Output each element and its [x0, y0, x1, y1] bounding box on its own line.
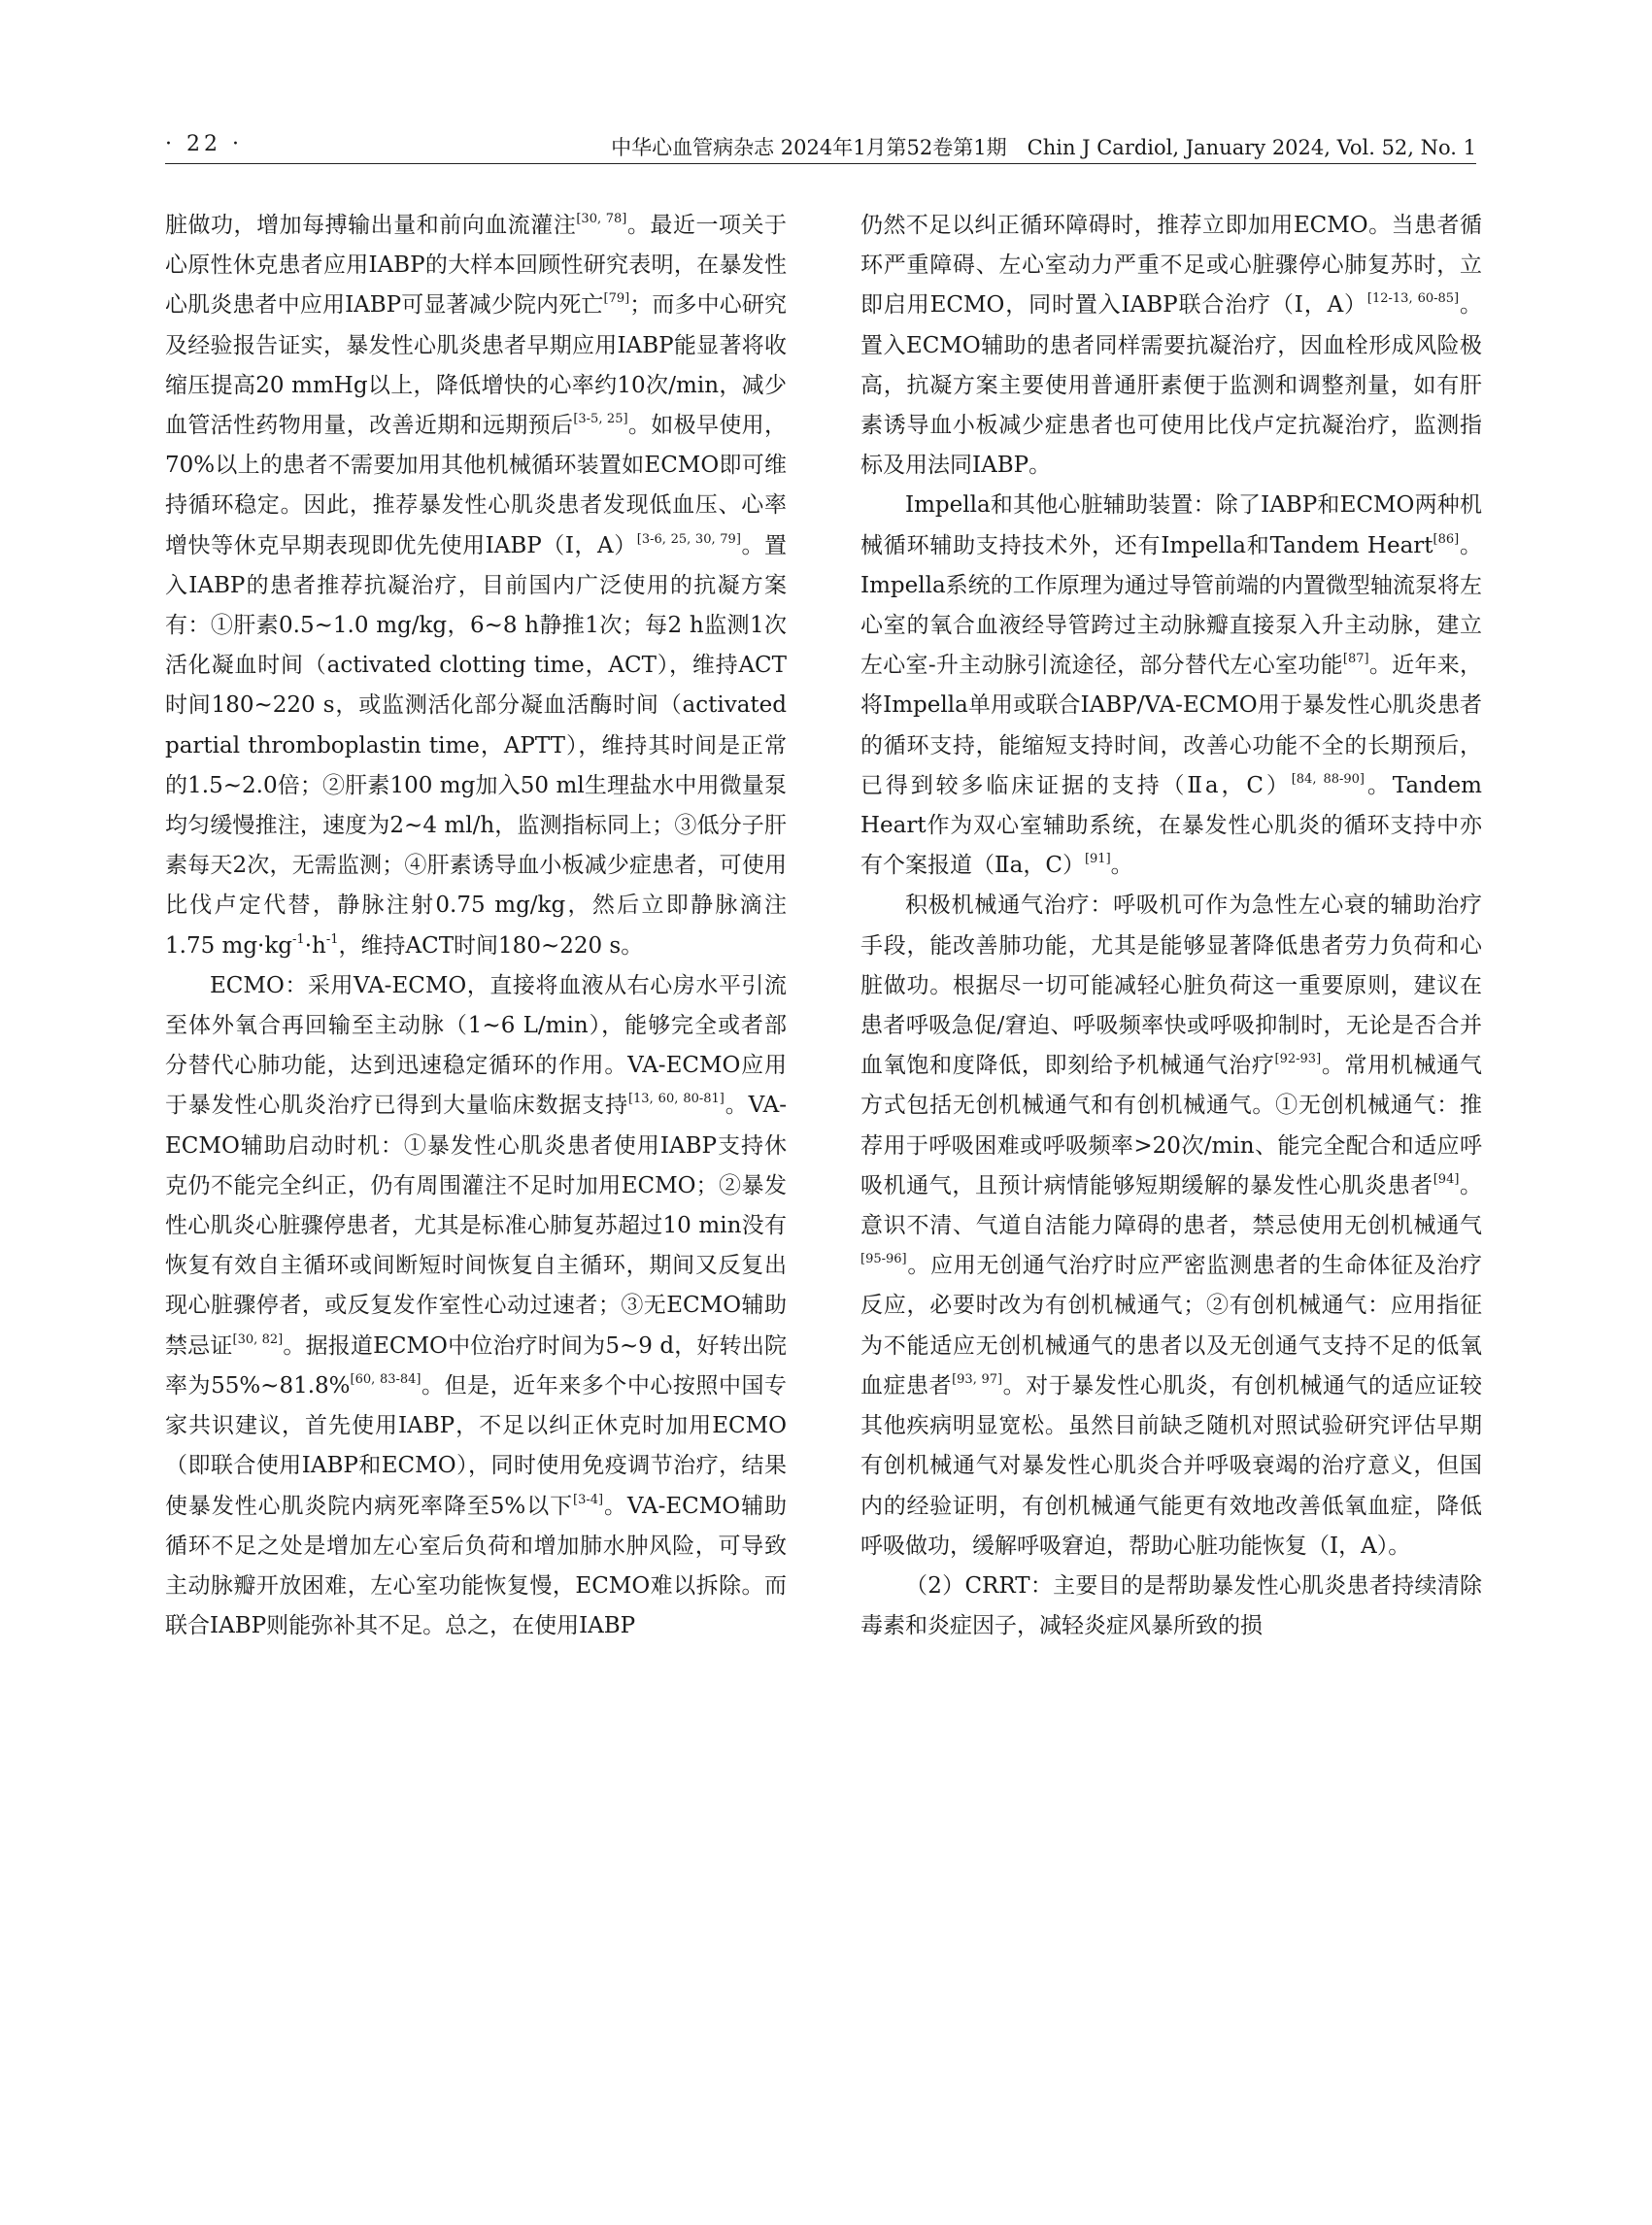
text-run: 。置入ECMO辅助的患者同样需要抗凝治疗，因血栓形成风险极高，抗凝方案主要使用普通肝素便于监测和调整剂量，如有肝素诱导血小板减少症患者也可使用比伐卢定抗凝治疗，监测指标及用法同IABP。 — [860, 292, 1483, 479]
citation-ref: [3-6, 25, 30, 79] — [636, 531, 741, 547]
citation-ref: [91] — [1084, 852, 1111, 867]
body-paragraph — [860, 486, 1482, 886]
citation-ref: [86] — [1433, 531, 1460, 547]
body-paragraph — [860, 1567, 1482, 1646]
citation-ref: [87] — [1342, 652, 1369, 667]
text-run: 。但是，近年来多个中心按照中国专家共识建议，首先使用IABP，不足以纠正休克时加用ECMO（即联合使用IABP和ECMO），同时使用免疫调节治疗，结果使暴发性心肌炎院内病死率降至5%以下 — [165, 1372, 787, 1519]
citation-ref: -1 — [325, 931, 339, 947]
running-header — [165, 126, 1476, 165]
text-run: 。最近一项关于心原性休克患者应用IABP的大样本回顾性研究表明，在暴发性心肌炎患者中应用IABP可显著减少院内死亡 — [165, 213, 788, 319]
citation-ref: [12-13, 60-85] — [1366, 291, 1460, 307]
citation-ref: -1 — [292, 931, 305, 947]
right-column — [860, 206, 1482, 1646]
citation-ref: [79] — [603, 291, 630, 307]
text-run: Impella和其他心脏辅助装置：除了IABP和ECMO两种机械循环辅助支持技术外，还有Impella和Tandem Heart — [860, 492, 1482, 558]
text-run: 。 — [1110, 853, 1133, 879]
text-run: ECMO：采用VA-ECMO，直接将血液从右心房水平引流至体外氧合再回输至主动脉（1~6 L/min），能够完全或者部分替代心肺功能，达到迅速稳定循环的作用。VA-ECMO应用于暴发性心肌炎治疗已得到大量临床数据支持 — [165, 972, 787, 1119]
text-run: ；而多中心研究及经验报告证实，暴发性心肌炎患者早期应用IABP能显著将收缩压提高20 mmHg以上，降低增快的心率约10次/min，减少血管活性药物用量，改善近期和远期预后 — [165, 292, 787, 439]
citation-ref: [84, 88-90] — [1291, 771, 1365, 787]
text-run: 。VA-ECMO辅助启动时机：①暴发性心肌炎患者使用IABP支持休克仍不能完全纠正，仍有周围灌注不足时加用ECMO；②暴发性心肌炎心脏骤停患者，尤其是标准心肺复苏超过10 min没有恢复有效自主循环或间断短时间恢复自主循环，期间又反复出现心脏骤停者，或反复发作室性心动过速者；③无ECMO辅助禁忌证 — [165, 1093, 788, 1359]
text-run: 。近年来，将Impella单用或联合IABP/VA-ECMO用于暴发性心肌炎患者的循环支持，能缩短支持时间，改善心功能不全的长期预后，已得到较多临床证据的支持（Ⅱa，C） — [860, 653, 1483, 798]
text-run: 。如极早使用，70%以上的患者不需要加用其他机械循环装置如ECMO即可维持循环稳定。因此，推荐暴发性心肌炎患者发现低血压、心率增快等休克早期表现即优先使用IABP（Ⅰ，A） — [165, 413, 788, 558]
body-paragraph — [860, 206, 1482, 486]
text-run: （2）CRRT：主要目的是帮助暴发性心肌炎患者持续清除毒素和炎症因子，减轻炎症风暴所致的损 — [860, 1572, 1482, 1639]
text-run: 。应用无创通气治疗时应严密监测患者的生命体征及治疗反应，必要时改为有创机械通气；②有创机械通气：应用指征为不能适应无创机械通气的患者以及无创通气支持不足的低氧血症患者 — [860, 1253, 1482, 1399]
text-run: 。意识不清、气道自洁能力障碍的患者，禁忌使用无创机械通气 — [860, 1172, 1483, 1239]
header-rule — [165, 163, 1476, 164]
citation-ref: [30, 78] — [576, 212, 627, 226]
body-paragraph — [860, 886, 1482, 1566]
left-column — [165, 206, 787, 1646]
text-run: 。置入IABP的患者推荐抗凝治疗，目前国内广泛使用的抗凝方案有：①肝素0.5~1.0 mg/kg，6~8 h静推1次；每2 h监测1次活化凝血时间（activated clotting time，ACT），维持ACT时间180~220 s，或监测活化部分凝血活酶时间（activated partial thromboplastin time，APTT），维持其时间是正常的1.5~2.0倍；②肝素100 mg加入50 ml生理盐水中用微量泵均匀缓慢推注，速度为2~4 ml/h，监测指标同上；③低分子肝素每天2次，无需监测；④肝素诱导血小板减少症患者，可使用比伐卢定代替，静脉注射0.75 mg/kg，然后立即静脉滴注1.75 mg·kg — [165, 532, 788, 959]
citation-ref: [3-5, 25] — [573, 412, 628, 427]
citation-ref: [92-93] — [1274, 1052, 1322, 1067]
text-run: 。据报道ECMO中位治疗时间为5~9 d，好转出院率为55%~81.8% — [165, 1332, 787, 1399]
citation-ref: [13, 60, 80-81] — [627, 1092, 725, 1107]
text-run: 。Impella系统的工作原理为通过导管前端的内置微型轴流泵将左心室的氧合血液经导管跨过主动脉瓣直接泵入升主动脉，建立左心室-升主动脉引流途径，部分替代左心室功能 — [860, 532, 1482, 679]
body-paragraph — [165, 966, 787, 1646]
page-number: · 22 · — [165, 132, 243, 156]
text-run: 。对于暴发性心肌炎，有创机械通气的适应证较其他疾病明显宽松。虽然目前缺乏随机对照试验研究评估早期有创机械通气对暴发性心肌炎合并呼吸衰竭的治疗意义，但国内的经验证明，有创机械通气能更有效地改善低氧血症，降低呼吸做功，缓解呼吸窘迫，帮助心脏功能恢复（Ⅰ，A）。 — [860, 1372, 1482, 1559]
text-run: 。Tandem Heart作为双心室辅助系统，在暴发性心肌炎的循环支持中亦有个案报道（Ⅱa，C） — [860, 772, 1482, 879]
citation-ref: [95-96] — [860, 1252, 907, 1267]
text-run: ·h — [304, 932, 326, 959]
text-run: ，维持ACT时间180~220 s。 — [338, 932, 644, 959]
journal-citation: 中华心血管病杂志 2024年1月第52卷第1期 Chin J Cardiol, January 2024, Vol. 52, No. 1 — [611, 136, 1476, 159]
text-run: 。常用机械通气方式包括无创机械通气和有创机械通气。①无创机械通气：推荐用于呼吸困难或呼吸频率>20次/min、能完全配合和适应呼吸机通气，且预计病情能够短期缓解的暴发性心肌炎患者 — [860, 1053, 1483, 1198]
citation-ref: [60, 83-84] — [350, 1371, 421, 1387]
text-run: 脏做功，增加每搏输出量和前向血流灌注 — [165, 213, 577, 238]
body-paragraph — [165, 206, 787, 966]
citation-ref: [30, 82] — [232, 1332, 284, 1347]
citation-ref: [3-4] — [573, 1492, 604, 1507]
citation-ref: [93, 97] — [952, 1371, 1003, 1387]
text-run: 积极机械通气治疗：呼吸机可作为急性左心衰的辅助治疗手段，能改善肺功能，尤其是能够显著降低患者劳力负荷和心脏做功。根据尽一切可能减轻心脏负荷这一重要原则，建议在患者呼吸急促/窘迫、呼吸频率快或呼吸抑制时，无论是否合并血氧饱和度降低，即刻给予机械通气治疗 — [860, 893, 1482, 1079]
citation-ref: [94] — [1433, 1171, 1460, 1187]
text-run: 仍然不足以纠正循环障碍时，推荐立即加用ECMO。当患者循环严重障碍、左心室动力严重不足或心脏骤停心肺复苏时，立即启用ECMO，同时置入IABP联合治疗（Ⅰ，A） — [860, 213, 1482, 319]
text-run: 。VA-ECMO辅助循环不足之处是增加左心室后负荷和增加肺水肿风险，可导致主动脉瓣开放困难，左心室功能恢复慢，ECMO难以拆除。而联合IABP则能弥补其不足。总之，在使用IABP — [165, 1493, 787, 1639]
